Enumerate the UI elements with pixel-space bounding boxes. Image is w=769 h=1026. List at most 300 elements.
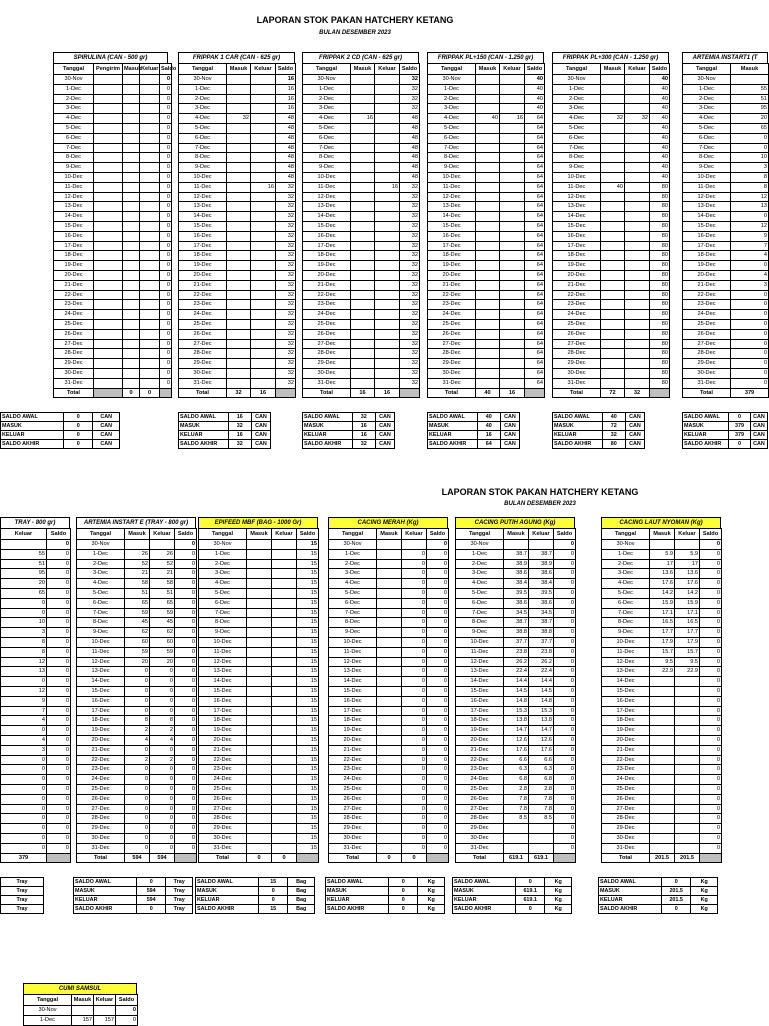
cell-keluar [500,153,525,163]
cell-saldo: 15 [297,696,319,706]
table-row [199,696,319,706]
cell-keluar: 37.7 [529,637,554,647]
cell-masuk [377,598,402,608]
table-row [683,359,769,369]
cell-saldo: 15 [297,735,319,745]
table-row [303,280,420,290]
cell-saldo: 0 [160,133,172,143]
cell-tanggal: 23-Dec [54,300,94,310]
cell-tanggal: 23-Dec [199,765,247,775]
cell-masuk: 20 [731,114,769,124]
cell-keluar [251,104,276,114]
table-row [602,569,722,579]
cell-keluar [375,192,400,202]
cell-masuk: 15.7 [650,647,675,657]
table-row [428,114,545,124]
cell-masuk: 12 [731,192,769,202]
cell-tanggal: 28-Dec [456,814,504,824]
table-row [303,104,420,114]
table-row [329,745,449,755]
table-row [428,368,545,378]
cell-masuk [476,182,500,192]
cell-masuk: 5.9 [650,549,675,559]
total-masuk: 72 [601,388,625,398]
cell-keluar [140,182,160,192]
table-row [77,745,197,755]
frippak-4-title: FRIPPAK PL+300 (CAN - 1.250 gr) [552,52,669,63]
cell-pengirim [94,163,123,173]
cell-keluar [625,280,650,290]
cell-masuk [650,843,675,853]
table-row [303,310,420,320]
cell-masuk [476,123,500,133]
summary-unit: Bag [288,887,315,896]
cell-masuk [476,378,500,388]
summary-label: KELUAR [179,431,229,440]
cell-saldo: 32 [276,339,296,349]
cell-tanggal: 14-Dec [602,677,650,687]
cell-tanggal: 8-Dec [683,153,731,163]
cell-masuk: 14.4 [504,677,529,687]
cell-keluar: 6.8 [529,775,554,785]
cell-saldo: 0 [160,104,172,114]
cell-keluar [625,290,650,300]
cumi-table [23,983,137,1026]
table-row [54,104,172,114]
cell-keluar [675,755,700,765]
cell-saldo: 0 [700,628,722,638]
cell-keluar [675,775,700,785]
cell-keluar [675,696,700,706]
cell-tanggal: 21-Dec [303,280,351,290]
cell-saldo: 0 [700,735,722,745]
cell-tanggal: 4-Dec [303,114,351,124]
cell-masuk: 55 [731,84,769,94]
cell-saldo: 32 [276,319,296,329]
stock-2-summary [302,412,395,449]
cell-tanggal: 30-Nov [602,540,650,550]
cell-saldo: 0 [554,598,576,608]
table-row [303,133,420,143]
cell-saldo: 0 [175,755,197,765]
cell-tanggal: 12-Dec [54,192,94,202]
total-tanggal: Total [54,388,94,398]
table-row [1,824,71,834]
cell-keluar [675,677,700,687]
summary-unit: Kg [545,905,572,914]
table-row [199,794,319,804]
table-row [428,133,545,143]
total-saldo [160,388,172,398]
cell-masuk [504,833,529,843]
table-row [602,804,722,814]
cell-saldo: 0 [700,824,722,834]
table-row [1,579,71,589]
cell-saldo: 32 [400,359,420,369]
table-row [553,349,670,359]
stock-1-summary [178,412,271,449]
cell-tanggal: 1-Dec [54,84,94,94]
summary-value: 32 [228,440,251,449]
table-row [1,628,71,638]
cell-saldo: 0 [160,153,172,163]
cell-saldo: 0 [160,202,172,212]
summary-value: 16 [352,431,375,440]
cell-keluar: 0 [1,804,47,814]
summary-unit: Bag [288,905,315,914]
cell-masuk [601,163,625,173]
cell-saldo: 0 [47,588,71,598]
cell-masuk [601,339,625,349]
artemia-partial-grid [0,528,71,863]
cell-saldo: 0 [47,726,71,736]
cell-keluar: 14.8 [529,696,554,706]
table-row [428,378,545,388]
cell-saldo: 0 [427,843,449,853]
cell-keluar [500,251,525,261]
cell-keluar [375,172,400,182]
table-row [329,667,449,677]
cell-tanggal: 4-Dec [329,579,377,589]
cell-tanggal: 21-Dec [199,745,247,755]
summary-value: 80 [602,440,625,449]
cell-saldo: 0 [427,598,449,608]
table-row [683,261,769,271]
summary-value: 32 [228,422,251,431]
summary-unit: Tray [166,887,193,896]
cell-saldo: 32 [400,329,420,339]
cell-keluar [1,540,47,550]
cell-tanggal: 23-Dec [553,300,601,310]
cell-tanggal: 27-Dec [602,804,650,814]
cell-masuk: 0 [125,824,150,834]
table-row [179,300,296,310]
cell-keluar [251,114,276,124]
cell-tanggal: 22-Dec [683,290,731,300]
table-row [1,765,71,775]
summary-label: KELUAR [1,431,64,440]
artemia-partial-table [0,517,70,863]
summary-row [453,896,572,905]
table-row [602,588,722,598]
cell-saldo: 0 [175,843,197,853]
cell-tanggal: 16-Dec [683,231,731,241]
stock2-0-table [76,517,196,863]
column-header-masuk: Masuk [125,529,150,540]
cell-masuk [247,824,272,834]
cell-keluar [625,319,650,329]
cell-keluar [251,270,276,280]
summary-unit: Kg [418,896,445,905]
table-row [329,628,449,638]
cell-tanggal: 17-Dec [553,241,601,251]
column-header-tanggal: Tanggal [602,529,650,540]
cell-masuk: 38.6 [504,569,529,579]
cell-keluar: 14.5 [529,686,554,696]
cell-masuk: 0 [125,843,150,853]
spirulina-table [53,52,177,398]
cell-masuk: 0 [731,261,769,271]
stock2-0-grid [76,528,197,863]
cell-keluar [375,75,400,85]
summary-row [428,431,520,440]
cell-tanggal: 30-Nov [179,75,227,85]
table-row [602,686,722,696]
cell-masuk [227,300,251,310]
cell-tanggal: 24-Dec [456,775,504,785]
stock2-1-table [198,517,318,863]
column-header-keluar: Keluar [529,529,554,540]
cell-masuk [476,84,500,94]
cell-saldo: 64 [525,270,545,280]
cell-masuk: 2.8 [504,784,529,794]
frippak-4-grid [552,63,670,398]
table-row [54,182,172,192]
table-row [456,745,576,755]
cell-keluar: 0 [150,696,175,706]
cell-saldo: 0 [427,657,449,667]
cell-keluar: 15.3 [529,706,554,716]
cell-tanggal: 12-Dec [456,657,504,667]
cell-tanggal: 27-Dec [683,339,731,349]
cell-masuk: 22.9 [650,667,675,677]
cell-masuk [476,212,500,222]
table-row [553,329,670,339]
table-row [54,290,172,300]
stock-3-summary-grid [427,412,520,449]
cell-tanggal: 9-Dec [303,163,351,173]
cell-tanggal: 30-Dec [77,833,125,843]
cell-keluar: 14.7 [529,726,554,736]
cell-tanggal: 11-Dec [428,182,476,192]
summary-unit: CAN [625,422,644,431]
table-row [428,231,545,241]
cell-keluar [675,706,700,716]
table-row [303,231,420,241]
table-row [303,192,420,202]
cell-saldo: 0 [427,588,449,598]
summary-row [196,905,315,914]
cell-keluar [625,143,650,153]
cell-saldo: 32 [400,241,420,251]
cell-masuk [351,143,375,153]
cell-saldo: 48 [276,123,296,133]
cell-keluar [272,745,297,755]
summary-value: 0 [662,905,691,914]
cell-saldo: 0 [554,706,576,716]
cell-saldo: 80 [650,270,670,280]
cell-saldo: 0 [700,686,722,696]
cell-saldo: 32 [276,270,296,280]
cell-tanggal: 25-Dec [54,319,94,329]
cell-masuk [377,647,402,657]
table-row [329,677,449,687]
table-row [456,657,576,667]
table-row [553,280,670,290]
cell-pengirim [94,339,123,349]
cell-tanggal: 11-Dec [77,647,125,657]
summary-label: KELUAR [326,896,389,905]
total-keluar: 594 [150,853,175,863]
cell-keluar: 0 [402,755,427,765]
cell [94,1006,116,1016]
cell-saldo: 32 [276,349,296,359]
cell-saldo: 40 [650,153,670,163]
cell-keluar [500,290,525,300]
cell-masuk [476,231,500,241]
table-row [1,677,71,687]
summary-row [428,413,520,422]
cell-saldo: 80 [650,339,670,349]
table-row [428,192,545,202]
cell-masuk [247,618,272,628]
cell-saldo: 0 [175,726,197,736]
cell-saldo: 0 [47,686,71,696]
cell-keluar: 0 [150,706,175,716]
table-row [54,114,172,124]
cell-saldo: 0 [700,814,722,824]
cell-saldo: 64 [525,202,545,212]
cell-tanggal: 12-Dec [77,657,125,667]
cell-tanggal: 16-Dec [428,231,476,241]
cell-keluar [500,192,525,202]
table-row [1,637,71,647]
table-row [683,192,769,202]
total-saldo [400,388,420,398]
cell-saldo: 64 [525,182,545,192]
table-row [428,221,545,231]
cell-saldo: 0 [47,824,71,834]
table-row [428,75,545,85]
cell-saldo: 0 [427,686,449,696]
cell-masuk: 59 [125,608,150,618]
cell-keluar [272,608,297,618]
cell-tanggal: 26-Dec [602,794,650,804]
cell-tanggal: 31-Dec [54,378,94,388]
cell-keluar [375,378,400,388]
cell-tanggal: 1-Dec [683,84,731,94]
summary-row [179,413,271,422]
cell-saldo: 32 [276,310,296,320]
cell-tanggal: 29-Dec [179,359,227,369]
cell-keluar: 0 [402,579,427,589]
cell-masuk: 20 [125,657,150,667]
stock2-4-summary-grid [598,877,718,914]
total-keluar: 16 [251,388,276,398]
cell-masuk [377,559,402,569]
table-row [428,319,545,329]
table-row [602,647,722,657]
cell-keluar: 0 [402,588,427,598]
column-header-keluar: Keluar [272,529,297,540]
table-row [683,300,769,310]
cell-keluar: 0 [402,843,427,853]
column-header-tanggal: Tanggal [77,529,125,540]
summary-unit: CAN [93,431,120,440]
summary-value: 0 [64,431,93,440]
cell-tanggal: 10-Dec [428,172,476,182]
cell-keluar [140,261,160,271]
table-row [1,804,71,814]
summary-label: SALDO AKHIR [179,440,229,449]
total-masuk: 201.5 [650,853,675,863]
cell-saldo: 15 [297,726,319,736]
cell-saldo: 64 [525,300,545,310]
cell-tanggal: 5-Dec [553,123,601,133]
column-header-saldo: Saldo [116,995,138,1006]
cell-masuk [351,75,375,85]
summary-value: 0 [662,878,691,887]
cell-saldo: 32 [400,368,420,378]
table-row [303,75,420,85]
cell-saldo: 0 [47,775,71,785]
table-row [456,677,576,687]
cell-tanggal: 27-Dec [303,339,351,349]
cell-tanggal: 20-Dec [329,735,377,745]
summary-unit: Tray [1,896,44,905]
cell-masuk [351,94,375,104]
stock-1-summary-grid [178,412,271,449]
table-row [602,814,722,824]
table-row [54,94,172,104]
table-row [24,1006,138,1016]
cell-keluar: 0 [1,814,47,824]
cell-saldo: 0 [554,628,576,638]
cell-keluar: 38.7 [529,618,554,628]
cell-tanggal: 24-Dec [179,310,227,320]
cell-tanggal: 21-Dec [553,280,601,290]
summary-label: SALDO AWAL [303,413,353,422]
table-row [602,657,722,667]
cell-masuk [123,329,140,339]
cell-masuk [601,143,625,153]
cell-keluar [140,153,160,163]
summary-row [683,422,768,431]
cell-saldo: 0 [175,824,197,834]
artemia-partial-summary-grid [0,877,44,914]
cell-masuk: 40 [601,182,625,192]
cell-keluar: 0 [150,784,175,794]
summary-value: 16 [352,422,375,431]
cell-saldo: 48 [276,143,296,153]
table-row [683,143,769,153]
table-row [179,172,296,182]
column-header-tanggal: Tanggal [683,64,731,75]
table-row [329,618,449,628]
cell-masuk [377,784,402,794]
cell-saldo: 40 [650,172,670,182]
table-row [1,784,71,794]
cell-masuk [247,794,272,804]
cell-keluar [272,579,297,589]
cell-tanggal: 25-Dec [179,319,227,329]
cell-keluar [140,104,160,114]
cell-saldo: 64 [525,378,545,388]
summary-value: 32 [352,440,375,449]
cell-tanggal: 20-Dec [77,735,125,745]
cell-keluar [251,153,276,163]
cell-keluar [140,280,160,290]
cell-saldo: 32 [400,378,420,388]
table-row [199,618,319,628]
cell-saldo: 0 [160,221,172,231]
cell-masuk: 58 [125,579,150,589]
cell-saldo: 0 [47,784,71,794]
cell-tanggal: 23-Dec [303,300,351,310]
cell-saldo: 16 [276,75,296,85]
cell-tanggal: 2-Dec [602,559,650,569]
cell-masuk [351,251,375,261]
